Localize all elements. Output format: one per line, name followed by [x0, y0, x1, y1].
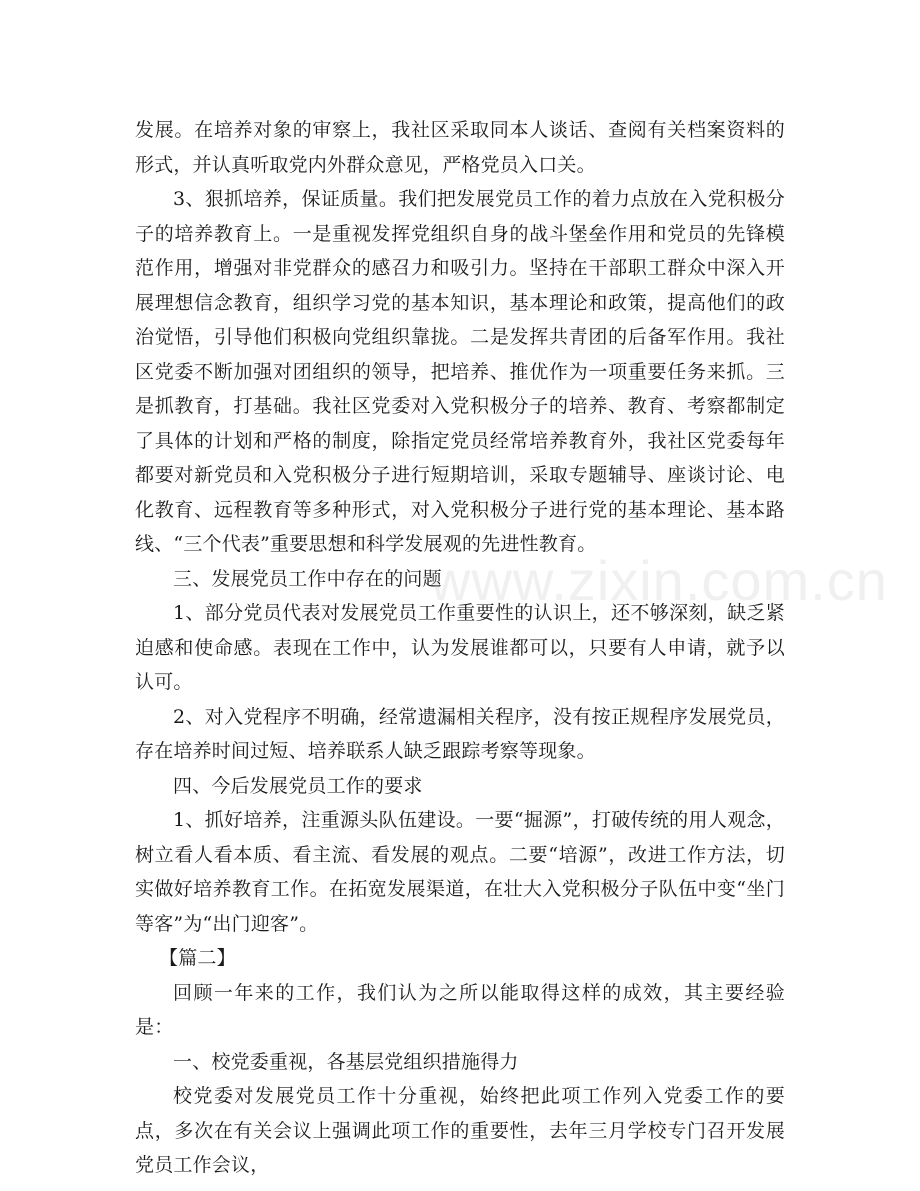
paragraph-training-quality: 3、狠抓培养，保证质量。我们把发展党员工作的着力点放在入党积极分子的培养教育上。一是重视发挥党组织自身的战斗堡垒作用和党员的先锋模范作用，增强对非党群众的感召力和吸引力。坚持在干部职工群众中深入开展理想信念教育，组织学习党的基本知识，基本理论和政策，提高他们的政治觉悟，引导他们积极向党组织靠拢。二是发挥共青团的后备军作用。我社区党委不断加强对团组织的领导，把培养、推优作为一项重要任务来抓。三是抓教育，打基础。我社区党委对入党积极分子的培养、教育、考察都制定了具体的计划和严格的制度，除指定党员经常培养教育外，我社区党委每年都要对新党员和入党积极分子进行短期培训，采取专题辅导、座谈讨论、电化教育、远程教育等多种形式，对入党积极分子进行党的基本理论、基本路线、“三个代表”重要思想和科学发展观的先进性教育。 — [135, 188, 785, 555]
document-body — [135, 113, 785, 1183]
paragraph-continuation: 发展。在培养对象的审察上，我社区采取同本人谈话、查阅有关档案资料的形式，并认真听取党内外群众意见，严格党员入口关。 — [135, 119, 785, 176]
paragraph-requirement-1: 1、抓好培养，注重源头队伍建设。一要“掘源”，打破传统的用人观念，树立看人看本质、看主流、看发展的观点。二要“培源”，改进工作方法，切实做好培养教育工作。在拓宽发展渠道，在壮大入党积极分子队伍中变“坐门等客”为“出门迎客”。 — [135, 809, 785, 935]
watermark-text: www.zixin.com.cn — [430, 549, 888, 612]
section-heading-requirements: 四、今后发展党员工作的要求 — [173, 774, 423, 797]
paragraph-problem-1: 1、部分党员代表对发展党员工作重要性的认识上，还不够深刻，缺乏紧迫感和使命感。表现在工作中，认为发展谁都可以，只要有人申请，就予以认可。 — [135, 602, 785, 693]
part-two-heading: 【篇二】 — [159, 947, 236, 969]
paragraph-problem-2: 2、对入党程序不明确，经常遗漏相关程序，没有按正规程序发展党员，存在培养时间过短、培养联系人缺乏跟踪考察等现象。 — [135, 705, 785, 762]
paragraph-review-intro: 回顾一年来的工作，我们认为之所以能取得这样的成效，其主要经验是： — [135, 981, 785, 1038]
section-heading-party-committee: 一、校党委重视，各基层党组织措施得力 — [173, 1050, 519, 1073]
paragraph-party-committee: 校党委对发展党员工作十分重视，始终把此项工作列入党委工作的要点，多次在有关会议上强调此项工作的重要性，去年三月学校专门召开发展党员工作会议， — [135, 1085, 785, 1176]
section-heading-problems: 三、发展党员工作中存在的问题 — [173, 567, 442, 590]
